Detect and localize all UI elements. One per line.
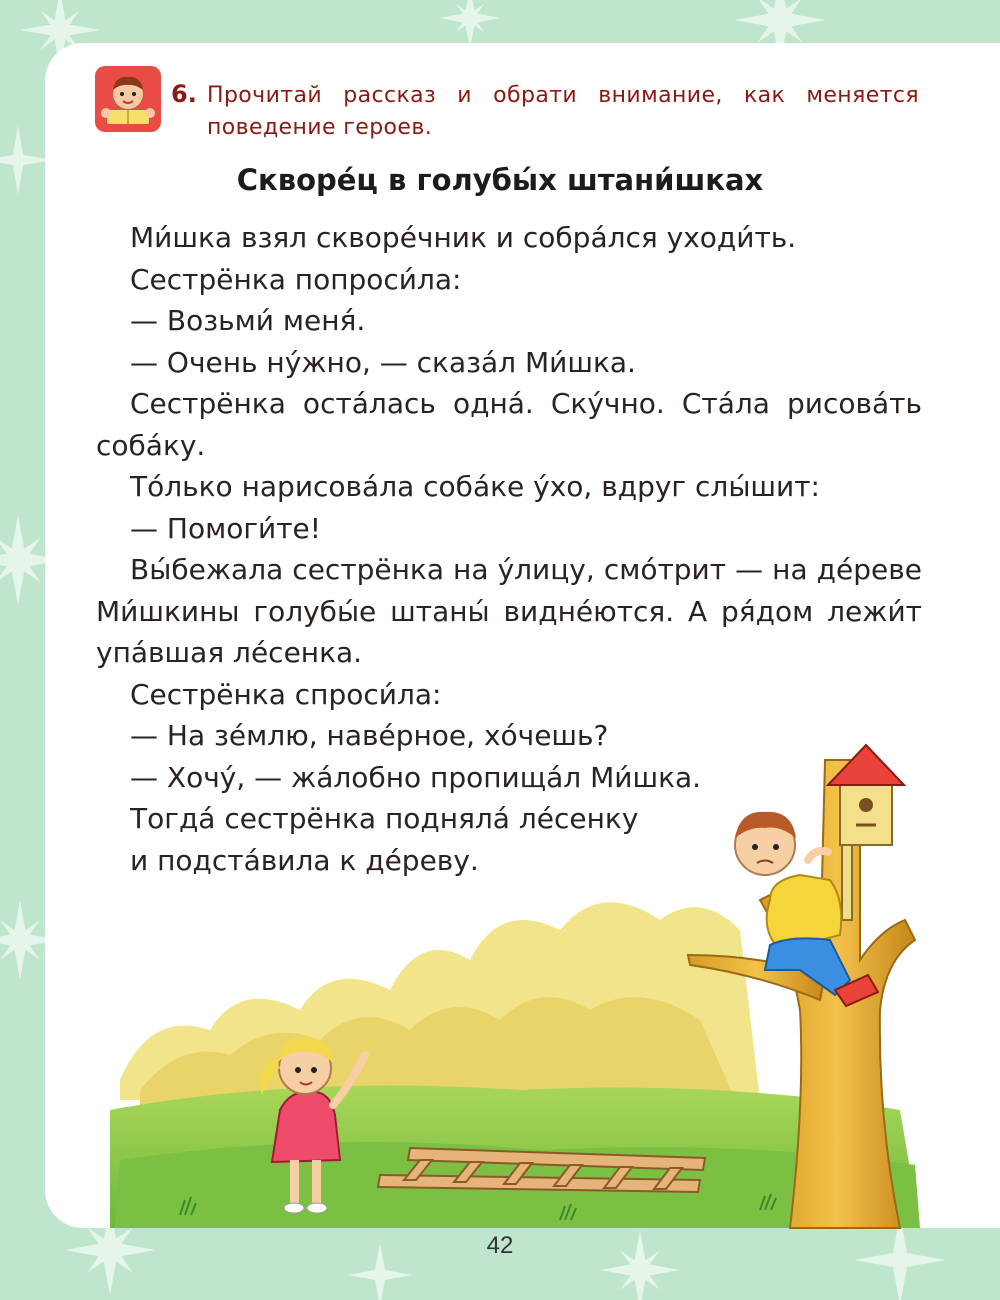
task-instruction: Прочитай рассказ и обрати внимание, как меняется поведение героев.: [207, 83, 919, 140]
story-paragraph: — Хочу́, — жа́лобно пропища́л Ми́шка.: [130, 760, 702, 794]
story-title: Скворе́ц в голубы́х штани́шках: [236, 163, 764, 197]
story-paragraph: Сестрёнка спроси́ла:: [130, 677, 442, 711]
story-text: [96, 217, 922, 881]
story-paragraph: — На зе́млю, наве́рное, хо́чешь?: [130, 719, 609, 752]
story-paragraph: Сестрёнка оста́лась одна́. Ску́чно. Ста́ла рисова́ть соба́ку.: [96, 387, 922, 462]
story-paragraph: Сестрёнка попроси́ла:: [130, 262, 462, 296]
story-paragraph: Тогда́ сестрёнка подняла́ ле́сенку: [130, 802, 639, 835]
story-paragraph: Вы́бежала сестрёнка на у́лицу, смо́трит — на де́реве Ми́шкины голубы́е штаны́ видне́ются. А ря́дом лежи́т упа́вшая ле́сенка.: [96, 553, 922, 669]
story-paragraph: То́лько нарисова́ла соба́ке у́хо, вдруг слы́шит:: [130, 470, 820, 503]
story-paragraph: Ми́шка взял скворе́чник и собра́лся уходи́ть.: [130, 221, 797, 254]
story-paragraph: — Очень ну́жно, — сказа́л Ми́шка.: [130, 345, 636, 379]
task-number: 6.: [171, 80, 197, 108]
story-paragraph: — Помоги́те!: [130, 511, 322, 545]
task-header: [95, 66, 925, 146]
story-paragraph: — Возьми́ меня́.: [130, 304, 366, 337]
reading-child-icon: [95, 66, 161, 132]
story-paragraph: и подста́вила к де́реву.: [130, 843, 479, 877]
page-number: 42: [486, 1232, 514, 1259]
